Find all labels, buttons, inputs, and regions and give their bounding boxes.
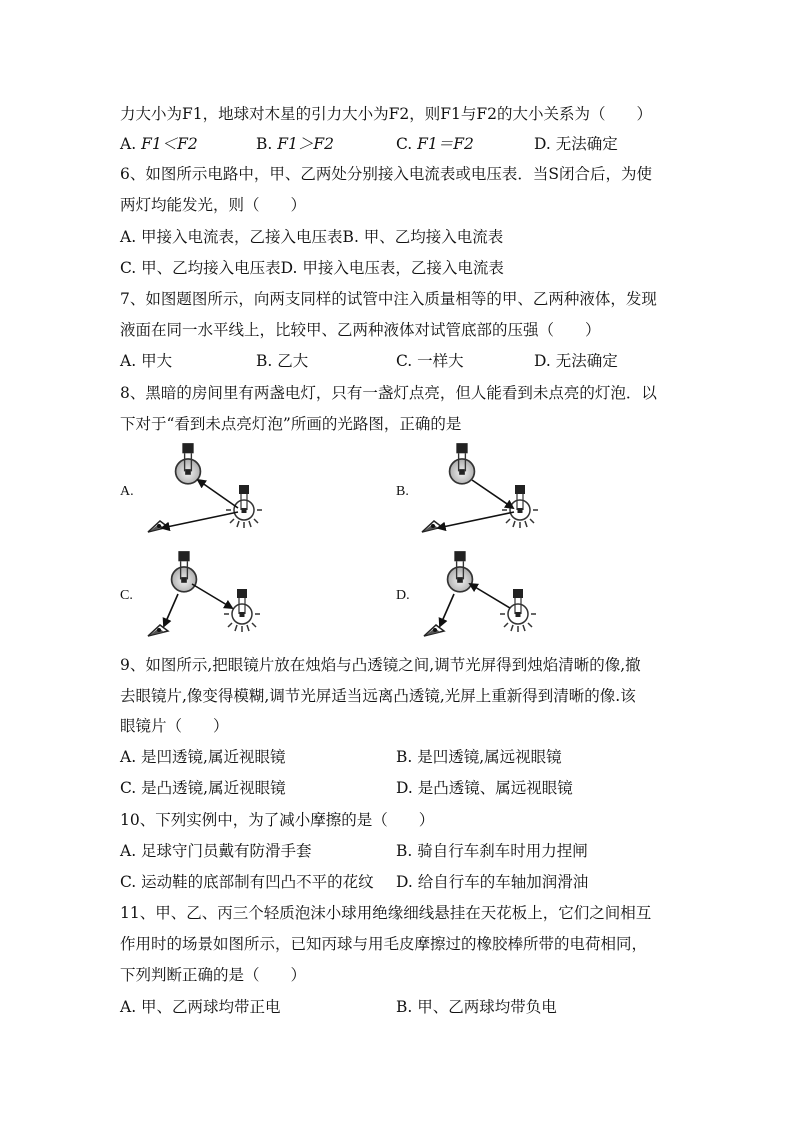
lit-bulb-icon	[500, 589, 536, 632]
q5-option-d-label: D.	[534, 135, 551, 153]
q9-option-d: D. 是凸透镜、属远视眼镜	[396, 779, 573, 797]
q6-options-row1: A. 甲接入电流表，乙接入电压表B. 甲、乙均接入电流表	[120, 228, 504, 246]
q8-stem-line2: 下对于“看到未点亮灯泡”所画的光路图，正确的是	[120, 415, 462, 433]
light-ray	[472, 480, 513, 508]
q7-option-b-label: B.	[256, 352, 273, 370]
q7-option-d-text: 无法确定	[555, 352, 618, 370]
q10-option-b: B. 骑自行车刹车时用力捏闸	[396, 842, 588, 860]
q5-option-d	[534, 134, 618, 154]
q8-figure-d	[416, 546, 556, 640]
light-ray	[440, 594, 454, 626]
q9-option-b: B. 是凹透镜,属远视眼镜	[396, 748, 562, 766]
q8-figure-d-label: D.	[396, 588, 410, 603]
q7-option-a-label: A.	[120, 352, 137, 370]
light-ray	[192, 584, 232, 608]
q5-option-d-text: 无法确定	[555, 135, 618, 153]
q5-option-c	[396, 134, 474, 154]
light-ray	[198, 480, 238, 508]
lit-bulb-icon	[224, 589, 260, 632]
eye-icon	[424, 625, 444, 636]
q7-option-b-text: 乙大	[277, 352, 309, 370]
q9-stem-line1: 9、如图所示,把眼镜片放在烛焰与凸透镜之间,调节光屏得到烛焰清晰的像,撤	[120, 656, 641, 674]
q7-option-a	[120, 351, 172, 371]
q6-stem-line1: 6、如图所示电路中，甲、乙两处分别接入电流表或电压表．当S闭合后，为使	[120, 165, 652, 183]
q11-stem-line1: 11、甲、乙、丙三个轻质泡沫小球用绝缘细线悬挂在天花板上，它们之间相互	[120, 904, 652, 922]
eye-icon	[148, 625, 168, 636]
q11-stem-line3: 下列判断正确的是（ ）	[120, 966, 307, 984]
light-ray	[470, 584, 510, 608]
q10-option-c: C. 运动鞋的底部制有凹凸不平的花纹	[120, 873, 374, 891]
q5-option-b	[256, 134, 334, 154]
q10-option-d: D. 给自行车的车轴加润滑油	[396, 873, 589, 891]
q7-option-d-label: D.	[534, 352, 551, 370]
q9-option-a: A. 是凹透镜,属近视眼镜	[120, 748, 286, 766]
lit-bulb-icon	[226, 485, 262, 528]
eye-icon	[422, 521, 442, 532]
q6-options-row2: C. 甲、乙均接入电压表D. 甲接入电压表，乙接入电流表	[120, 259, 504, 277]
eye-icon	[148, 521, 168, 532]
unlit-bulb-icon	[172, 551, 197, 592]
q5-option-a	[120, 134, 198, 154]
q8-figure-a	[140, 438, 290, 534]
q11-stem-line2: 作用时的场景如图所示，已知丙球与用毛皮摩擦过的橡胶棒所带的电荷相同，	[120, 935, 648, 953]
q7-option-c	[396, 351, 464, 371]
q10-option-a: A. 足球守门员戴有防滑手套	[120, 842, 312, 860]
q10-stem: 10、下列实例中，为了减小摩擦的是（ ）	[120, 811, 435, 829]
q7-stem-line2: 液面在同一水平线上，比较甲、乙两种液体对试管底部的压强（ ）	[120, 321, 601, 339]
q11-option-b: B. 甲、乙两球均带负电	[396, 998, 557, 1016]
q11-option-a: A. 甲、乙两球均带正电	[120, 998, 281, 1016]
q9-option-c: C. 是凸透镜,属近视眼镜	[120, 779, 286, 797]
q8-figure-c-label: C.	[120, 588, 133, 603]
light-ray	[162, 512, 238, 528]
q5-option-a-text: F1＜F2	[141, 135, 198, 153]
q5-option-c-label: C.	[396, 135, 413, 153]
q9-stem-line2: 去眼镜片,像变得模糊,调节光屏适当远离凸透镜,光屏上重新得到清晰的像.该	[120, 687, 636, 705]
q7-option-d	[534, 351, 618, 371]
q9-stem-line3: 眼镜片（ ）	[120, 717, 229, 735]
light-ray	[164, 594, 178, 626]
light-ray	[438, 512, 514, 528]
unlit-bulb-icon	[450, 443, 475, 484]
q7-option-b	[256, 351, 308, 371]
q8-figure-b	[416, 438, 566, 534]
q6-stem-line2: 两灯均能发光，则（ ）	[120, 196, 307, 214]
lit-bulb-icon	[502, 485, 538, 528]
q7-stem-line1: 7、如图题图所示，向两支同样的试管中注入质量相等的甲、乙两种液体，发现	[120, 290, 657, 308]
q7-option-a-text: 甲大	[141, 352, 173, 370]
q5-option-b-text: F1＞F2	[277, 135, 334, 153]
q8-figure-a-label: A.	[120, 484, 134, 499]
q7-option-c-text: 一样大	[417, 352, 464, 370]
q8-figure-c	[140, 546, 280, 640]
q5-option-b-label: B.	[256, 135, 273, 153]
unlit-bulb-icon	[448, 551, 473, 592]
q5-option-a-label: A.	[120, 135, 137, 153]
q5-option-c-text: F1＝F2	[417, 135, 474, 153]
q5-stem: 力大小为F1，地球对木星的引力大小为F2，则F1与F2的大小关系为（ ）	[120, 105, 652, 123]
q7-option-c-label: C.	[396, 352, 413, 370]
q8-stem-line1: 8、黑暗的房间里有两盏电灯，只有一盏灯点亮，但人能看到未点亮的灯泡．以	[120, 384, 657, 402]
q8-figure-b-label: B.	[396, 484, 409, 499]
unlit-bulb-icon	[176, 443, 201, 484]
